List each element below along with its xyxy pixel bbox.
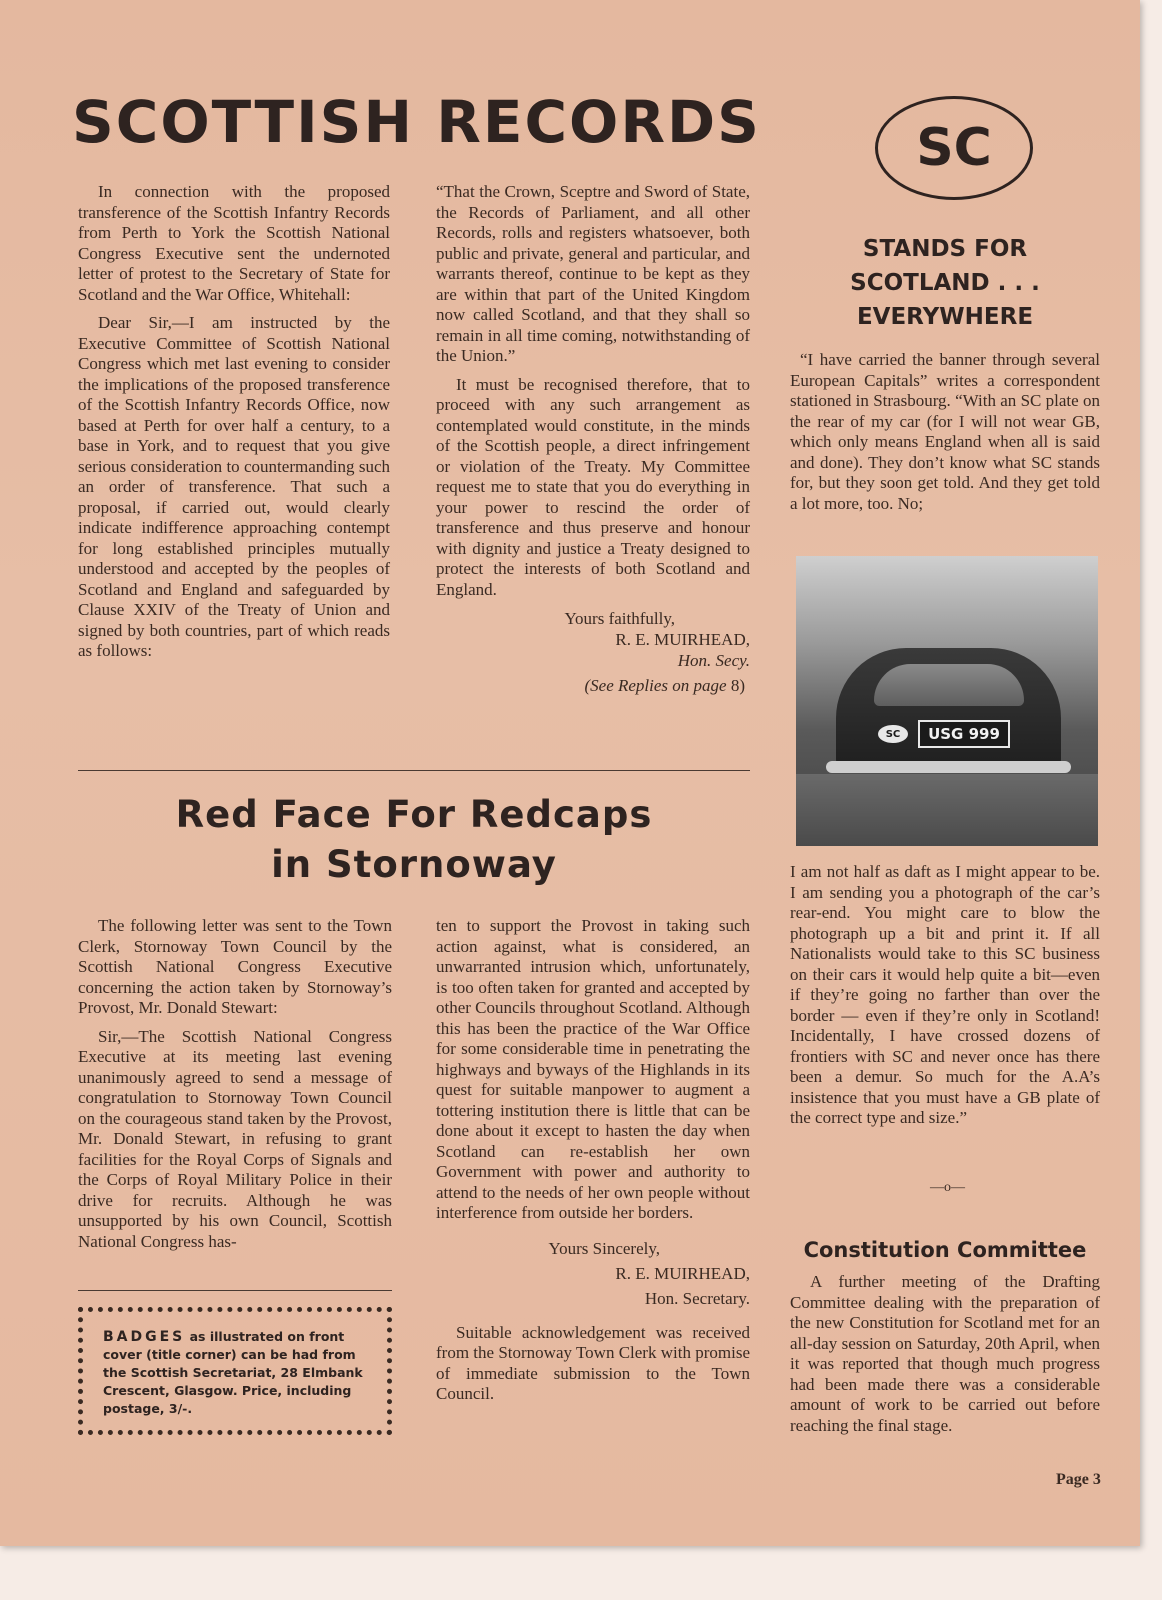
constitution-heading: Constitution Committee — [803, 1238, 1087, 1262]
car-rear-photo — [796, 556, 1098, 846]
page-headline: SCOTTISH RECORDS — [72, 88, 761, 156]
page-number: Page 3 — [1056, 1471, 1101, 1488]
column-divider — [78, 1290, 392, 1291]
badges-notice: BADGES as illustrated on front cover (title corner) can be had from the Scottish Secretariat, 28 Elmbank Crescent, Glasgow. Price, including postage, 3/-. — [78, 1307, 392, 1435]
section-separator: —o— — [930, 1180, 965, 1195]
redcaps-heading: Red Face For Redcaps in Stornoway — [175, 793, 653, 886]
road — [796, 774, 1098, 846]
records-column-1 — [78, 182, 390, 670]
car-rear-window — [874, 664, 1024, 706]
records-signer-title: Hon. Secy. — [677, 651, 750, 670]
redcaps-intro: The following letter was sent to the Town Clerk, Stornoway Town Council by the Scottish National Congress Executive concerning the action taken by Stornoway’s Provost, Mr. Donald Stewart: — [78, 916, 392, 1017]
sc-plate: SC — [878, 725, 908, 743]
redcaps-acknowledgement: Suitable acknowledgement was received from the Stornoway Town Clerk with promise of immediate submission to the Town Council. — [436, 1322, 750, 1403]
redcaps-signer-title: Hon. Secretary. — [644, 1288, 750, 1308]
sc-article-heading: STANDS FOR SCOTLAND . . . EVERYWHERE — [850, 236, 1040, 330]
section-divider — [78, 770, 750, 771]
records-letter-conclusion: It must be recognised therefore, that to proceed with any such arrangement as contemplated would constitute, in the minds of the Scottish people, a direct infringement or violation of the Treaty. My Committee request me to state that you do everything in your power to rescind the order of transference and thus preserve and honour with dignity and justice a Treaty designed to protect the interests of both Scotland and England. — [436, 374, 750, 599]
records-intro: In connection with the proposed transference of the Scottish Infantry Records from Perth to York the Scottish National Congress Executive sent the undernoted letter of protest to the Secretary of State for Scotland and the War Office, Whitehall: — [78, 182, 390, 304]
redcaps-signer: R. E. MUIRHEAD, — [615, 1263, 750, 1283]
records-letter-body: Dear Sir,—I am instructed by the Executive Committee of Scottish National Congress which met last evening to consider the implications of the proposed transference of the Scottish Infantry Records Office, now based at Perth for over half a century, to a base in York, and to request that you give serious consideration to countermanding such an order of transference. That such a proposal, if carried out, would clearly indicate indifference approaching contempt for long established principles mutually understood and accepted by the peoples of Scotland and England and safeguarded by Clause XXIV of the Treaty of Union and signed by both countries, part of which reads as follows: — [78, 313, 390, 660]
sc-logo: SC — [875, 96, 1033, 200]
license-plate: USG 999 — [918, 720, 1010, 748]
redcaps-column-1 — [78, 916, 392, 1260]
treaty-quote: “That the Crown, Sceptre and Sword of State, the Records of Parliament, and all other Records, rolls and registers whatsoever, both public and private, general and particular, and warrants thereof, continue to be kept as they are within that part of the United Kingdom now called Scotland, and that they shall so remain in all time coming, notwithstanding of the Union.” — [436, 182, 750, 365]
redcaps-letter-continued: ten to support the Provost in taking such action against, what is considered, an unwarranted intrusion which, unfortunately, is too often taken for granted and accepted by other Councils throughout Scotland. Although this has been the practice of the War Office for some considerable time in penetrating the highways and byways of the Highlands in its quest for suitable manpower to augment a tottering institution there is little that can be done about it except to hasten the day when Scotland can re-establish her own Government with power and authority to attend to the needs of her own people without interference from outside her borders. — [436, 916, 751, 1222]
records-signer: R. E. MUIRHEAD, — [615, 630, 750, 649]
sc-article-part-2: I am not half as daft as I might appear to be. I am sending you a photograph of the car’s rear-end. You might care to blow the photograph up a bit and print it. If all Nationalists would take to this SC business on their cars it would help quite a bit—even if they’re going no farther than over the border — even if they’re only in Scotland! Incidentally, I have crossed dozens of frontiers with SC and never once has there been a demur. So much for the A.A’s insistence that you must have a GB plate of the correct type and size.” — [790, 862, 1100, 1127]
redcaps-column-2 — [436, 916, 750, 1413]
see-replies-note: (See Replies on page 8) — [584, 676, 745, 695]
car-bumper — [826, 761, 1071, 773]
records-closing: Yours faithfully, — [564, 609, 675, 628]
redcaps-letter-start: Sir,—The Scottish National Congress Executive at its meeting last evening unanimously agreed to send a message of congratulation to Stornoway Town Council on the courageous stand taken by the Provost, Mr. Donald Stewart, in refusing to grant facilities for the Royal Corps of Signals and the Corps of Royal Military Police in their drive for recruits. Although he was unsupported by his own Council, Scottish National Congress has- — [78, 1026, 392, 1251]
constitution-body: A further meeting of the Drafting Committee dealing with the preparation of the new Constitution for Scotland met for an all-day session on Saturday, 20th April, when it was reported that though much progress had been made there was a considerable amount of work to be carried out before reaching the final stage. — [790, 1272, 1100, 1435]
records-column-2 — [436, 182, 750, 696]
sc-article-part-1: “I have carried the banner through several European Capitals” writes a correspondent stationed in Strasbourg. “With an SC plate on the rear of my car (for I will not wear GB, which only means England when all is said and done). They don’t know what SC stands for, but they soon get told. And they get told a lot more, too. No; — [790, 350, 1100, 513]
redcaps-closing: Yours Sincerely, — [548, 1238, 660, 1258]
